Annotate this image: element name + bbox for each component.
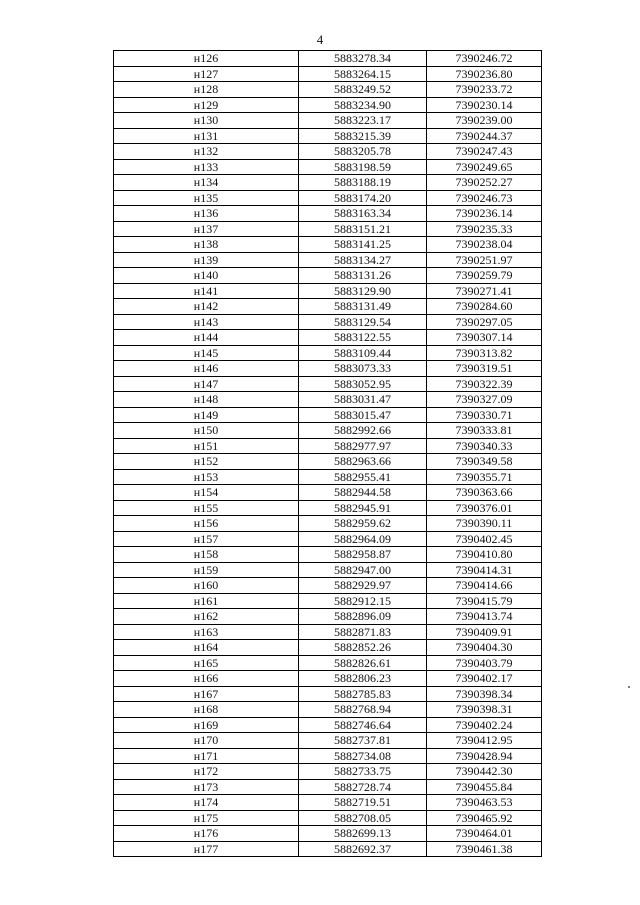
x-coordinate-cell: 5883163.34	[299, 206, 427, 222]
y-coordinate-cell: 7390414.66	[427, 578, 542, 594]
point-id-cell: н127	[114, 66, 299, 82]
y-coordinate-cell: 7390284.60	[427, 299, 542, 315]
point-id-cell: н155	[114, 500, 299, 516]
x-coordinate-cell: 5882958.87	[299, 547, 427, 563]
table-row	[114, 175, 542, 191]
x-coordinate-cell: 5882912.15	[299, 593, 427, 609]
x-coordinate-cell: 5882977.97	[299, 438, 427, 454]
table-row	[114, 268, 542, 284]
table-row	[114, 779, 542, 795]
table-row	[114, 593, 542, 609]
table-row	[114, 82, 542, 98]
x-coordinate-cell: 5883122.55	[299, 330, 427, 346]
y-coordinate-cell: 7390340.33	[427, 438, 542, 454]
point-id-cell: н160	[114, 578, 299, 594]
table-row	[114, 283, 542, 299]
table-row	[114, 252, 542, 268]
point-id-cell: н159	[114, 562, 299, 578]
x-coordinate-cell: 5883223.17	[299, 113, 427, 129]
y-coordinate-cell: 7390235.33	[427, 221, 542, 237]
x-coordinate-cell: 5883129.90	[299, 283, 427, 299]
point-id-cell: н130	[114, 113, 299, 129]
x-coordinate-cell: 5882733.75	[299, 764, 427, 780]
point-id-cell: н139	[114, 252, 299, 268]
point-id-cell: н143	[114, 314, 299, 330]
y-coordinate-cell: 7390271.41	[427, 283, 542, 299]
x-coordinate-cell: 5883073.33	[299, 361, 427, 377]
table-row	[114, 671, 542, 687]
y-coordinate-cell: 7390236.80	[427, 66, 542, 82]
x-coordinate-cell: 5883151.21	[299, 221, 427, 237]
point-id-cell: н147	[114, 376, 299, 392]
point-id-cell: н134	[114, 175, 299, 191]
x-coordinate-cell: 5883131.26	[299, 268, 427, 284]
y-coordinate-cell: 7390403.79	[427, 655, 542, 671]
coordinates-table	[113, 50, 542, 857]
point-id-cell: н169	[114, 717, 299, 733]
table-row	[114, 299, 542, 315]
table-row	[114, 113, 542, 129]
y-coordinate-cell: 7390233.72	[427, 82, 542, 98]
point-id-cell: н136	[114, 206, 299, 222]
y-coordinate-cell: 7390376.01	[427, 500, 542, 516]
table-row	[114, 144, 542, 160]
y-coordinate-cell: 7390414.31	[427, 562, 542, 578]
x-coordinate-cell: 5882728.74	[299, 779, 427, 795]
table-row	[114, 655, 542, 671]
point-id-cell: н170	[114, 733, 299, 749]
table-row	[114, 578, 542, 594]
page-number: 4	[316, 32, 324, 47]
table-row	[114, 190, 542, 206]
table-row	[114, 376, 542, 392]
point-id-cell: н137	[114, 221, 299, 237]
x-coordinate-cell: 5882826.61	[299, 655, 427, 671]
x-coordinate-cell: 5883031.47	[299, 392, 427, 408]
y-coordinate-cell: 7390236.14	[427, 206, 542, 222]
table-row	[114, 748, 542, 764]
y-coordinate-cell: 7390465.92	[427, 810, 542, 826]
point-id-cell: н177	[114, 841, 299, 857]
x-coordinate-cell: 5883188.19	[299, 175, 427, 191]
coordinates-table-body	[114, 51, 542, 857]
y-coordinate-cell: 7390319.51	[427, 361, 542, 377]
table-row	[114, 841, 542, 857]
point-id-cell: н157	[114, 531, 299, 547]
point-id-cell: н129	[114, 97, 299, 113]
x-coordinate-cell: 5882699.13	[299, 826, 427, 842]
point-id-cell: н138	[114, 237, 299, 253]
x-coordinate-cell: 5882746.64	[299, 717, 427, 733]
table-row	[114, 531, 542, 547]
x-coordinate-cell: 5883205.78	[299, 144, 427, 160]
y-coordinate-cell: 7390464.01	[427, 826, 542, 842]
x-coordinate-cell: 5883249.52	[299, 82, 427, 98]
x-coordinate-cell: 5882719.51	[299, 795, 427, 811]
x-coordinate-cell: 5883129.54	[299, 314, 427, 330]
table-row	[114, 206, 542, 222]
x-coordinate-cell: 5883174.20	[299, 190, 427, 206]
y-coordinate-cell: 7390442.30	[427, 764, 542, 780]
y-coordinate-cell: 7390246.73	[427, 190, 542, 206]
x-coordinate-cell: 5882852.26	[299, 640, 427, 656]
y-coordinate-cell: 7390322.39	[427, 376, 542, 392]
point-id-cell: н135	[114, 190, 299, 206]
point-id-cell: н132	[114, 144, 299, 160]
y-coordinate-cell: 7390307.14	[427, 330, 542, 346]
point-id-cell: н142	[114, 299, 299, 315]
x-coordinate-cell: 5883015.47	[299, 407, 427, 423]
y-coordinate-cell: 7390463.53	[427, 795, 542, 811]
point-id-cell: н168	[114, 702, 299, 718]
point-id-cell: н131	[114, 128, 299, 144]
table-row	[114, 562, 542, 578]
x-coordinate-cell: 5882785.83	[299, 686, 427, 702]
y-coordinate-cell: 7390330.71	[427, 407, 542, 423]
y-coordinate-cell: 7390402.24	[427, 717, 542, 733]
point-id-cell: н173	[114, 779, 299, 795]
x-coordinate-cell: 5883052.95	[299, 376, 427, 392]
x-coordinate-cell: 5883109.44	[299, 345, 427, 361]
point-id-cell: н172	[114, 764, 299, 780]
x-coordinate-cell: 5882959.62	[299, 516, 427, 532]
point-id-cell: н144	[114, 330, 299, 346]
x-coordinate-cell: 5882708.05	[299, 810, 427, 826]
y-coordinate-cell: 7390230.14	[427, 97, 542, 113]
point-id-cell: н167	[114, 686, 299, 702]
y-coordinate-cell: 7390412.95	[427, 733, 542, 749]
table-row	[114, 237, 542, 253]
point-id-cell: н145	[114, 345, 299, 361]
x-coordinate-cell: 5882871.83	[299, 624, 427, 640]
table-row	[114, 547, 542, 563]
table-row	[114, 392, 542, 408]
table-row	[114, 314, 542, 330]
x-coordinate-cell: 5882929.97	[299, 578, 427, 594]
y-coordinate-cell: 7390355.71	[427, 469, 542, 485]
table-row	[114, 407, 542, 423]
x-coordinate-cell: 5883278.34	[299, 51, 427, 67]
y-coordinate-cell: 7390247.43	[427, 144, 542, 160]
x-coordinate-cell: 5883264.15	[299, 66, 427, 82]
y-coordinate-cell: 7390409.91	[427, 624, 542, 640]
table-row	[114, 795, 542, 811]
y-coordinate-cell: 7390413.74	[427, 609, 542, 625]
x-coordinate-cell: 5882692.37	[299, 841, 427, 857]
table-row	[114, 66, 542, 82]
x-coordinate-cell: 5883134.27	[299, 252, 427, 268]
x-coordinate-cell: 5882963.66	[299, 454, 427, 470]
point-id-cell: н175	[114, 810, 299, 826]
y-coordinate-cell: 7390398.31	[427, 702, 542, 718]
x-coordinate-cell: 5882806.23	[299, 671, 427, 687]
point-id-cell: н133	[114, 159, 299, 175]
point-id-cell: н164	[114, 640, 299, 656]
x-coordinate-cell: 5882964.09	[299, 531, 427, 547]
table-row	[114, 221, 542, 237]
table-row	[114, 438, 542, 454]
table-row	[114, 640, 542, 656]
table-row	[114, 485, 542, 501]
point-id-cell: н149	[114, 407, 299, 423]
x-coordinate-cell: 5882944.58	[299, 485, 427, 501]
y-coordinate-cell: 7390249.65	[427, 159, 542, 175]
table-row	[114, 717, 542, 733]
table-row	[114, 159, 542, 175]
point-id-cell: н174	[114, 795, 299, 811]
point-id-cell: н161	[114, 593, 299, 609]
table-row	[114, 764, 542, 780]
point-id-cell: н140	[114, 268, 299, 284]
point-id-cell: н156	[114, 516, 299, 532]
y-coordinate-cell: 7390402.45	[427, 531, 542, 547]
table-row	[114, 469, 542, 485]
table-row	[114, 609, 542, 625]
table-row	[114, 51, 542, 67]
table-row	[114, 516, 542, 532]
table-row	[114, 128, 542, 144]
x-coordinate-cell: 5883215.39	[299, 128, 427, 144]
point-id-cell: н141	[114, 283, 299, 299]
point-id-cell: н148	[114, 392, 299, 408]
point-id-cell: н163	[114, 624, 299, 640]
table-row	[114, 702, 542, 718]
scan-speck	[628, 686, 630, 688]
y-coordinate-cell: 7390259.79	[427, 268, 542, 284]
x-coordinate-cell: 5883141.25	[299, 237, 427, 253]
table-row	[114, 423, 542, 439]
x-coordinate-cell: 5882955.41	[299, 469, 427, 485]
table-row	[114, 500, 542, 516]
y-coordinate-cell: 7390428.94	[427, 748, 542, 764]
y-coordinate-cell: 7390327.09	[427, 392, 542, 408]
y-coordinate-cell: 7390402.17	[427, 671, 542, 687]
y-coordinate-cell: 7390252.27	[427, 175, 542, 191]
y-coordinate-cell: 7390239.00	[427, 113, 542, 129]
x-coordinate-cell: 5882734.08	[299, 748, 427, 764]
table-row	[114, 686, 542, 702]
x-coordinate-cell: 5883198.59	[299, 159, 427, 175]
point-id-cell: н128	[114, 82, 299, 98]
table-row	[114, 330, 542, 346]
y-coordinate-cell: 7390349.58	[427, 454, 542, 470]
x-coordinate-cell: 5882896.09	[299, 609, 427, 625]
point-id-cell: н153	[114, 469, 299, 485]
x-coordinate-cell: 5883234.90	[299, 97, 427, 113]
point-id-cell: н152	[114, 454, 299, 470]
x-coordinate-cell: 5883131.49	[299, 299, 427, 315]
x-coordinate-cell: 5882768.94	[299, 702, 427, 718]
point-id-cell: н166	[114, 671, 299, 687]
point-id-cell: н158	[114, 547, 299, 563]
y-coordinate-cell: 7390238.04	[427, 237, 542, 253]
y-coordinate-cell: 7390404.30	[427, 640, 542, 656]
table-row	[114, 454, 542, 470]
y-coordinate-cell: 7390333.81	[427, 423, 542, 439]
x-coordinate-cell: 5882737.81	[299, 733, 427, 749]
y-coordinate-cell: 7390246.72	[427, 51, 542, 67]
y-coordinate-cell: 7390313.82	[427, 345, 542, 361]
y-coordinate-cell: 7390415.79	[427, 593, 542, 609]
y-coordinate-cell: 7390297.05	[427, 314, 542, 330]
y-coordinate-cell: 7390410.80	[427, 547, 542, 563]
point-id-cell: н150	[114, 423, 299, 439]
x-coordinate-cell: 5882945.91	[299, 500, 427, 516]
y-coordinate-cell: 7390244.37	[427, 128, 542, 144]
y-coordinate-cell: 7390398.34	[427, 686, 542, 702]
y-coordinate-cell: 7390455.84	[427, 779, 542, 795]
point-id-cell: н176	[114, 826, 299, 842]
point-id-cell: н126	[114, 51, 299, 67]
point-id-cell: н154	[114, 485, 299, 501]
point-id-cell: н162	[114, 609, 299, 625]
y-coordinate-cell: 7390251.97	[427, 252, 542, 268]
y-coordinate-cell: 7390390.11	[427, 516, 542, 532]
table-row	[114, 826, 542, 842]
point-id-cell: н165	[114, 655, 299, 671]
y-coordinate-cell: 7390363.66	[427, 485, 542, 501]
table-row	[114, 624, 542, 640]
x-coordinate-cell: 5882992.66	[299, 423, 427, 439]
table-row	[114, 97, 542, 113]
table-row	[114, 810, 542, 826]
point-id-cell: н146	[114, 361, 299, 377]
x-coordinate-cell: 5882947.00	[299, 562, 427, 578]
point-id-cell: н171	[114, 748, 299, 764]
point-id-cell: н151	[114, 438, 299, 454]
table-row	[114, 733, 542, 749]
y-coordinate-cell: 7390461.38	[427, 841, 542, 857]
table-row	[114, 361, 542, 377]
table-row	[114, 345, 542, 361]
